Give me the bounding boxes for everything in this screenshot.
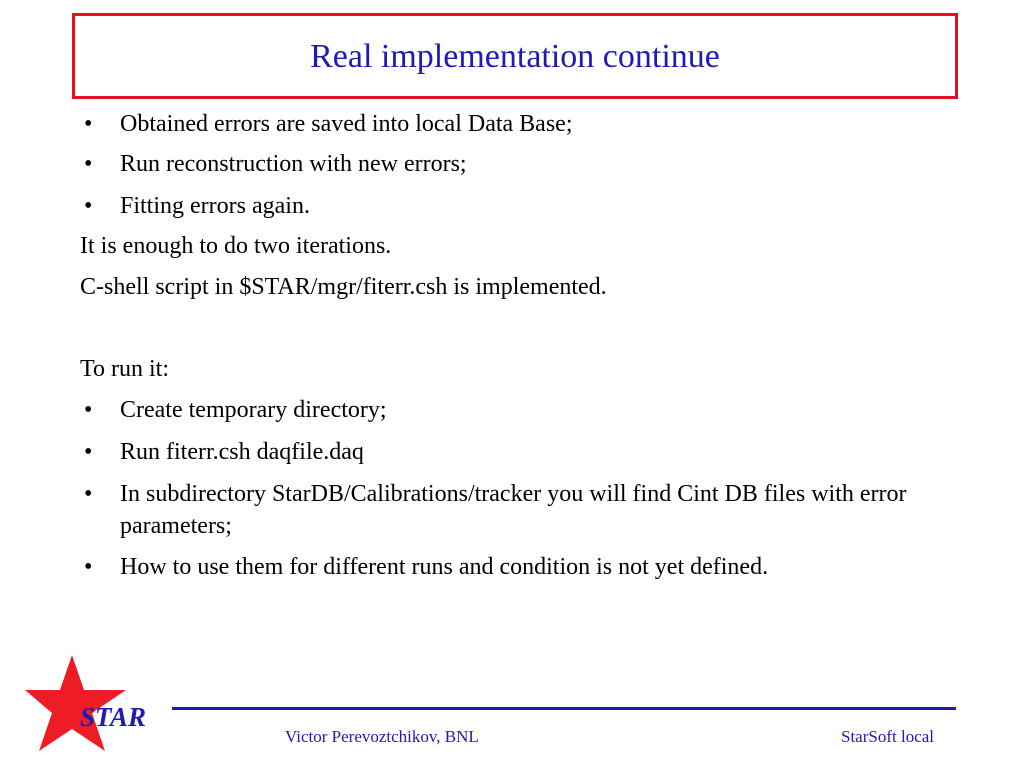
bullet-marker: •: [84, 439, 93, 465]
bullet-text: Obtained errors are saved into local Data Base;: [120, 111, 573, 137]
footer-author: Victor Perevoztchikov, BNL: [285, 727, 479, 746]
bullet-marker: •: [84, 397, 93, 423]
bullet-marker: •: [84, 193, 93, 219]
bullet-item: [80, 394, 387, 426]
bullet-item: [80, 190, 310, 222]
body-text-line: To run it:: [80, 356, 169, 382]
slide-title: Real implementation continue: [310, 38, 720, 75]
bullet-item: [80, 478, 980, 542]
bullet-item: [80, 108, 572, 140]
bullet-text: Run fiterr.csh daqfile.daq: [120, 439, 364, 465]
star-logo-text: STAR: [80, 702, 147, 732]
body-text-line: C-shell script in $STAR/mgr/fiterr.csh is implemented.: [80, 274, 607, 300]
footer-divider: [172, 707, 956, 710]
footer-label: StarSoft local: [841, 727, 935, 746]
bullet-item: [80, 551, 768, 583]
bullet-marker: •: [84, 554, 93, 580]
bullet-item: [80, 436, 364, 468]
bullet-text: In subdirectory StarDB/Calibrations/tracker you will find Cint DB files with error parameters;: [120, 481, 907, 539]
bullet-text: How to use them for different runs and condition is not yet defined.: [120, 554, 769, 580]
body-text-line: It is enough to do two iterations.: [80, 233, 392, 259]
bullet-text: Run reconstruction with new errors;: [120, 151, 467, 177]
bullet-marker: •: [84, 481, 93, 507]
bullet-marker: •: [84, 151, 93, 177]
title-box: [72, 13, 958, 99]
bullet-text: Create temporary directory;: [120, 397, 387, 423]
bullet-marker: •: [84, 111, 93, 137]
bullet-text: Fitting errors again.: [120, 193, 310, 219]
bullet-item: [80, 148, 467, 180]
